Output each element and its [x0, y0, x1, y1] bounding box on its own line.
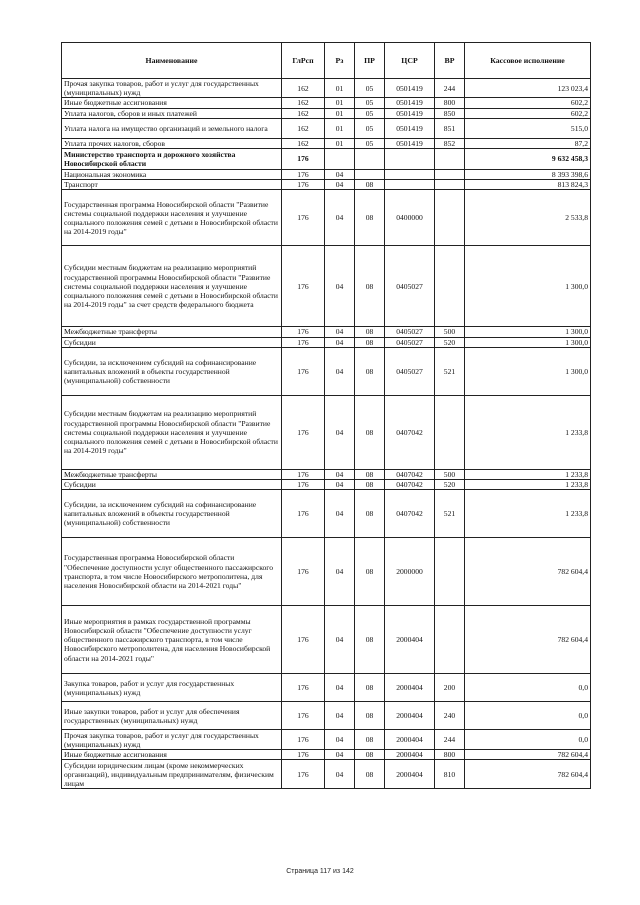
cell-amount: 782 604,4: [465, 760, 591, 789]
table-row: [62, 327, 591, 337]
cell-pr: 05: [355, 108, 385, 118]
cell-name: Закупка товаров, работ и услуг для государственных (муниципальных) нужд: [62, 674, 282, 702]
cell-csr: 0501419: [385, 79, 435, 98]
cell-csr: 0405027: [385, 246, 435, 327]
cell-csr: 2000404: [385, 760, 435, 789]
cell-vr: [435, 149, 465, 170]
cell-csr: 0405027: [385, 337, 435, 347]
cell-amount: 782 604,4: [465, 750, 591, 760]
cell-vr: 850: [435, 108, 465, 118]
cell-amount: 2 533,8: [465, 190, 591, 246]
budget-table: [61, 42, 591, 789]
cell-glrsp: 176: [282, 760, 325, 789]
cell-vr: 500: [435, 469, 465, 479]
cell-amount: 9 632 458,3: [465, 149, 591, 170]
cell-glrsp: 176: [282, 327, 325, 337]
table-row: [62, 760, 591, 789]
table-row: [62, 180, 591, 190]
cell-rz: 04: [325, 337, 355, 347]
cell-glrsp: 176: [282, 170, 325, 180]
table-row: [62, 347, 591, 395]
cell-amount: 813 824,3: [465, 180, 591, 190]
cell-pr: 08: [355, 480, 385, 490]
table-row: [62, 149, 591, 170]
cell-vr: 521: [435, 490, 465, 538]
cell-rz: 04: [325, 702, 355, 730]
cell-glrsp: 162: [282, 118, 325, 138]
cell-csr: 0501419: [385, 108, 435, 118]
cell-amount: 123 023,4: [465, 79, 591, 98]
cell-vr: 851: [435, 118, 465, 138]
cell-pr: 05: [355, 118, 385, 138]
cell-glrsp: 176: [282, 469, 325, 479]
cell-vr: 520: [435, 337, 465, 347]
cell-glrsp: 162: [282, 138, 325, 148]
cell-pr: 08: [355, 180, 385, 190]
cell-name: Министерство транспорта и дорожного хозяйства Новосибирской области: [62, 149, 282, 170]
cell-amount: 0,0: [465, 702, 591, 730]
cell-name: Иные мероприятия в рамках государственной программы Новосибирской области "Обеспечение доступности услуг общественного пассажирского транспорта, в том числе Новосибирского метрополитена, для населения Новосибирской области на 2014-2021 годы": [62, 606, 282, 674]
cell-csr: 0405027: [385, 327, 435, 337]
cell-rz: 04: [325, 190, 355, 246]
cell-csr: 0405027: [385, 347, 435, 395]
cell-amount: 0,0: [465, 730, 591, 750]
cell-pr: [355, 149, 385, 170]
header-rz: Рз: [325, 43, 355, 79]
cell-name: Транспорт: [62, 180, 282, 190]
cell-vr: [435, 606, 465, 674]
cell-name: Субсидии: [62, 480, 282, 490]
cell-pr: 08: [355, 347, 385, 395]
cell-rz: 04: [325, 347, 355, 395]
cell-name: Иные закупки товаров, работ и услуг для обеспечения государственных (муниципальных) нужд: [62, 702, 282, 730]
table-row: [62, 674, 591, 702]
cell-glrsp: 176: [282, 480, 325, 490]
cell-csr: [385, 149, 435, 170]
cell-rz: 04: [325, 606, 355, 674]
cell-rz: 01: [325, 118, 355, 138]
cell-glrsp: 162: [282, 108, 325, 118]
table-row: [62, 480, 591, 490]
table-row: [62, 469, 591, 479]
table-row: [62, 246, 591, 327]
cell-vr: 521: [435, 347, 465, 395]
cell-csr: 0407042: [385, 469, 435, 479]
cell-csr: 2000404: [385, 674, 435, 702]
cell-pr: 08: [355, 395, 385, 469]
cell-amount: 515,0: [465, 118, 591, 138]
cell-amount: 1 300,0: [465, 327, 591, 337]
table-row: [62, 702, 591, 730]
cell-pr: 08: [355, 760, 385, 789]
table-row: [62, 170, 591, 180]
cell-csr: 2000404: [385, 750, 435, 760]
cell-vr: 520: [435, 480, 465, 490]
cell-name: Уплата прочих налогов, сборов: [62, 138, 282, 148]
cell-pr: 08: [355, 674, 385, 702]
cell-rz: 04: [325, 480, 355, 490]
table-row: [62, 490, 591, 538]
cell-rz: 04: [325, 730, 355, 750]
cell-pr: 08: [355, 730, 385, 750]
header-amount: Кассовое исполнение: [465, 43, 591, 79]
cell-pr: 08: [355, 702, 385, 730]
cell-pr: 08: [355, 327, 385, 337]
cell-name: Государственная программа Новосибирской области "Развитие системы социальной поддержки населения и улучшение социального положения семей с детьми в Новосибирской области на 2014-2019 годы": [62, 190, 282, 246]
cell-csr: 0407042: [385, 490, 435, 538]
cell-name: Межбюджетные трансферты: [62, 469, 282, 479]
budget-table-sheet: [61, 42, 590, 789]
cell-name: Уплата налога на имущество организаций и земельного налога: [62, 118, 282, 138]
table-row: [62, 730, 591, 750]
table-row: [62, 98, 591, 108]
cell-rz: 04: [325, 750, 355, 760]
cell-pr: 08: [355, 490, 385, 538]
cell-amount: 87,2: [465, 138, 591, 148]
cell-amount: 1 300,0: [465, 347, 591, 395]
cell-glrsp: 176: [282, 395, 325, 469]
cell-vr: [435, 190, 465, 246]
cell-glrsp: 176: [282, 490, 325, 538]
cell-name: Субсидии юридическим лицам (кроме некоммерческих организаций), индивидуальным предпринимателям, физическим лицам: [62, 760, 282, 789]
cell-vr: 800: [435, 750, 465, 760]
cell-name: Межбюджетные трансферты: [62, 327, 282, 337]
cell-csr: 0407042: [385, 395, 435, 469]
table-row: [62, 606, 591, 674]
cell-name: Субсидии местным бюджетам на реализацию мероприятий государственной программы Новосибирской области "Развитие системы социальной поддержки населения и улучшение социального положения семей с детьми в Новосибирской области на 2014-2019 годы": [62, 395, 282, 469]
cell-vr: 244: [435, 79, 465, 98]
cell-csr: 0407042: [385, 480, 435, 490]
cell-glrsp: 176: [282, 337, 325, 347]
cell-pr: 08: [355, 246, 385, 327]
cell-csr: 2000000: [385, 538, 435, 606]
cell-pr: 08: [355, 337, 385, 347]
cell-name: Субсидии, за исключением субсидий на софинансирование капитальных вложений в объекты государственной (муниципальной) собственности: [62, 347, 282, 395]
cell-csr: 0400000: [385, 190, 435, 246]
cell-amount: 1 233,8: [465, 395, 591, 469]
table-row: [62, 190, 591, 246]
cell-rz: 04: [325, 170, 355, 180]
table-row: [62, 108, 591, 118]
cell-vr: [435, 395, 465, 469]
cell-rz: 01: [325, 98, 355, 108]
cell-vr: 852: [435, 138, 465, 148]
cell-vr: 200: [435, 674, 465, 702]
cell-rz: [325, 149, 355, 170]
table-header-row: [62, 43, 591, 79]
cell-glrsp: 176: [282, 149, 325, 170]
cell-vr: 810: [435, 760, 465, 789]
header-name: Наименование: [62, 43, 282, 79]
cell-pr: 08: [355, 606, 385, 674]
cell-glrsp: 162: [282, 79, 325, 98]
header-vr: ВР: [435, 43, 465, 79]
table-body: [62, 79, 591, 789]
cell-rz: 04: [325, 490, 355, 538]
cell-pr: 05: [355, 79, 385, 98]
page-number: Страница 117 из 142: [286, 868, 354, 875]
cell-rz: 04: [325, 674, 355, 702]
cell-glrsp: 176: [282, 190, 325, 246]
cell-name: Прочая закупка товаров, работ и услуг для государственных (муниципальных) нужд: [62, 79, 282, 98]
cell-name: Уплата налогов, сборов и иных платежей: [62, 108, 282, 118]
cell-amount: 602,2: [465, 98, 591, 108]
cell-rz: 01: [325, 138, 355, 148]
cell-name: Государственная программа Новосибирской области "Обеспечение доступности услуг общественного пассажирского транспорта, в том числе Новосибирского метрополитена, для населения Новосибирской области на 2014-2021 годы": [62, 538, 282, 606]
cell-vr: 240: [435, 702, 465, 730]
cell-amount: 782 604,4: [465, 538, 591, 606]
cell-amount: 8 393 398,6: [465, 170, 591, 180]
cell-pr: 05: [355, 138, 385, 148]
cell-amount: 1 233,8: [465, 480, 591, 490]
cell-amount: 602,2: [465, 108, 591, 118]
cell-name: Субсидии, за исключением субсидий на софинансирование капитальных вложений в объекты государственной (муниципальной) собственности: [62, 490, 282, 538]
table-row: [62, 337, 591, 347]
cell-amount: 782 604,4: [465, 606, 591, 674]
table-row: [62, 538, 591, 606]
cell-name: Иные бюджетные ассигнования: [62, 98, 282, 108]
header-glrsp: ГлРсп: [282, 43, 325, 79]
cell-csr: [385, 180, 435, 190]
cell-name: Национальная экономика: [62, 170, 282, 180]
cell-name: Иные бюджетные ассигнования: [62, 750, 282, 760]
cell-glrsp: 176: [282, 702, 325, 730]
cell-amount: 1 300,0: [465, 337, 591, 347]
cell-vr: [435, 246, 465, 327]
cell-glrsp: 162: [282, 98, 325, 108]
table-row: [62, 79, 591, 98]
table-row: [62, 750, 591, 760]
cell-amount: 1 233,8: [465, 469, 591, 479]
cell-pr: 08: [355, 538, 385, 606]
cell-csr: [385, 170, 435, 180]
cell-vr: 500: [435, 327, 465, 337]
cell-name: Прочая закупка товаров, работ и услуг для государственных (муниципальных) нужд: [62, 730, 282, 750]
cell-pr: 08: [355, 190, 385, 246]
cell-amount: 1 233,8: [465, 490, 591, 538]
cell-rz: 01: [325, 79, 355, 98]
cell-name: Субсидии: [62, 337, 282, 347]
cell-rz: 04: [325, 246, 355, 327]
cell-amount: 1 300,0: [465, 246, 591, 327]
cell-glrsp: 176: [282, 606, 325, 674]
header-pr: ПР: [355, 43, 385, 79]
cell-pr: [355, 170, 385, 180]
cell-csr: 2000404: [385, 730, 435, 750]
cell-csr: 0501419: [385, 138, 435, 148]
cell-vr: 244: [435, 730, 465, 750]
cell-glrsp: 176: [282, 347, 325, 395]
cell-glrsp: 176: [282, 750, 325, 760]
cell-name: Субсидии местным бюджетам на реализацию мероприятий государственной программы Новосибирской области "Развитие системы социальной поддержки населения и улучшение социального положения семей с детьми в Новосибирской области на 2014-2019 годы" за счет средств федерального бюджета: [62, 246, 282, 327]
cell-glrsp: 176: [282, 180, 325, 190]
cell-pr: 05: [355, 98, 385, 108]
cell-rz: 04: [325, 180, 355, 190]
cell-rz: 01: [325, 108, 355, 118]
cell-csr: 0501419: [385, 118, 435, 138]
cell-glrsp: 176: [282, 674, 325, 702]
cell-glrsp: 176: [282, 246, 325, 327]
cell-glrsp: 176: [282, 538, 325, 606]
cell-csr: 2000404: [385, 702, 435, 730]
table-row: [62, 118, 591, 138]
cell-rz: 04: [325, 538, 355, 606]
table-row: [62, 138, 591, 148]
cell-vr: [435, 170, 465, 180]
cell-rz: 04: [325, 469, 355, 479]
cell-pr: 08: [355, 750, 385, 760]
cell-vr: [435, 180, 465, 190]
table-row: [62, 395, 591, 469]
cell-glrsp: 176: [282, 730, 325, 750]
cell-rz: 04: [325, 760, 355, 789]
cell-rz: 04: [325, 327, 355, 337]
cell-amount: 0,0: [465, 674, 591, 702]
cell-csr: 0501419: [385, 98, 435, 108]
cell-vr: 800: [435, 98, 465, 108]
cell-csr: 2000404: [385, 606, 435, 674]
header-csr: ЦСР: [385, 43, 435, 79]
cell-vr: [435, 538, 465, 606]
cell-pr: 08: [355, 469, 385, 479]
cell-rz: 04: [325, 395, 355, 469]
